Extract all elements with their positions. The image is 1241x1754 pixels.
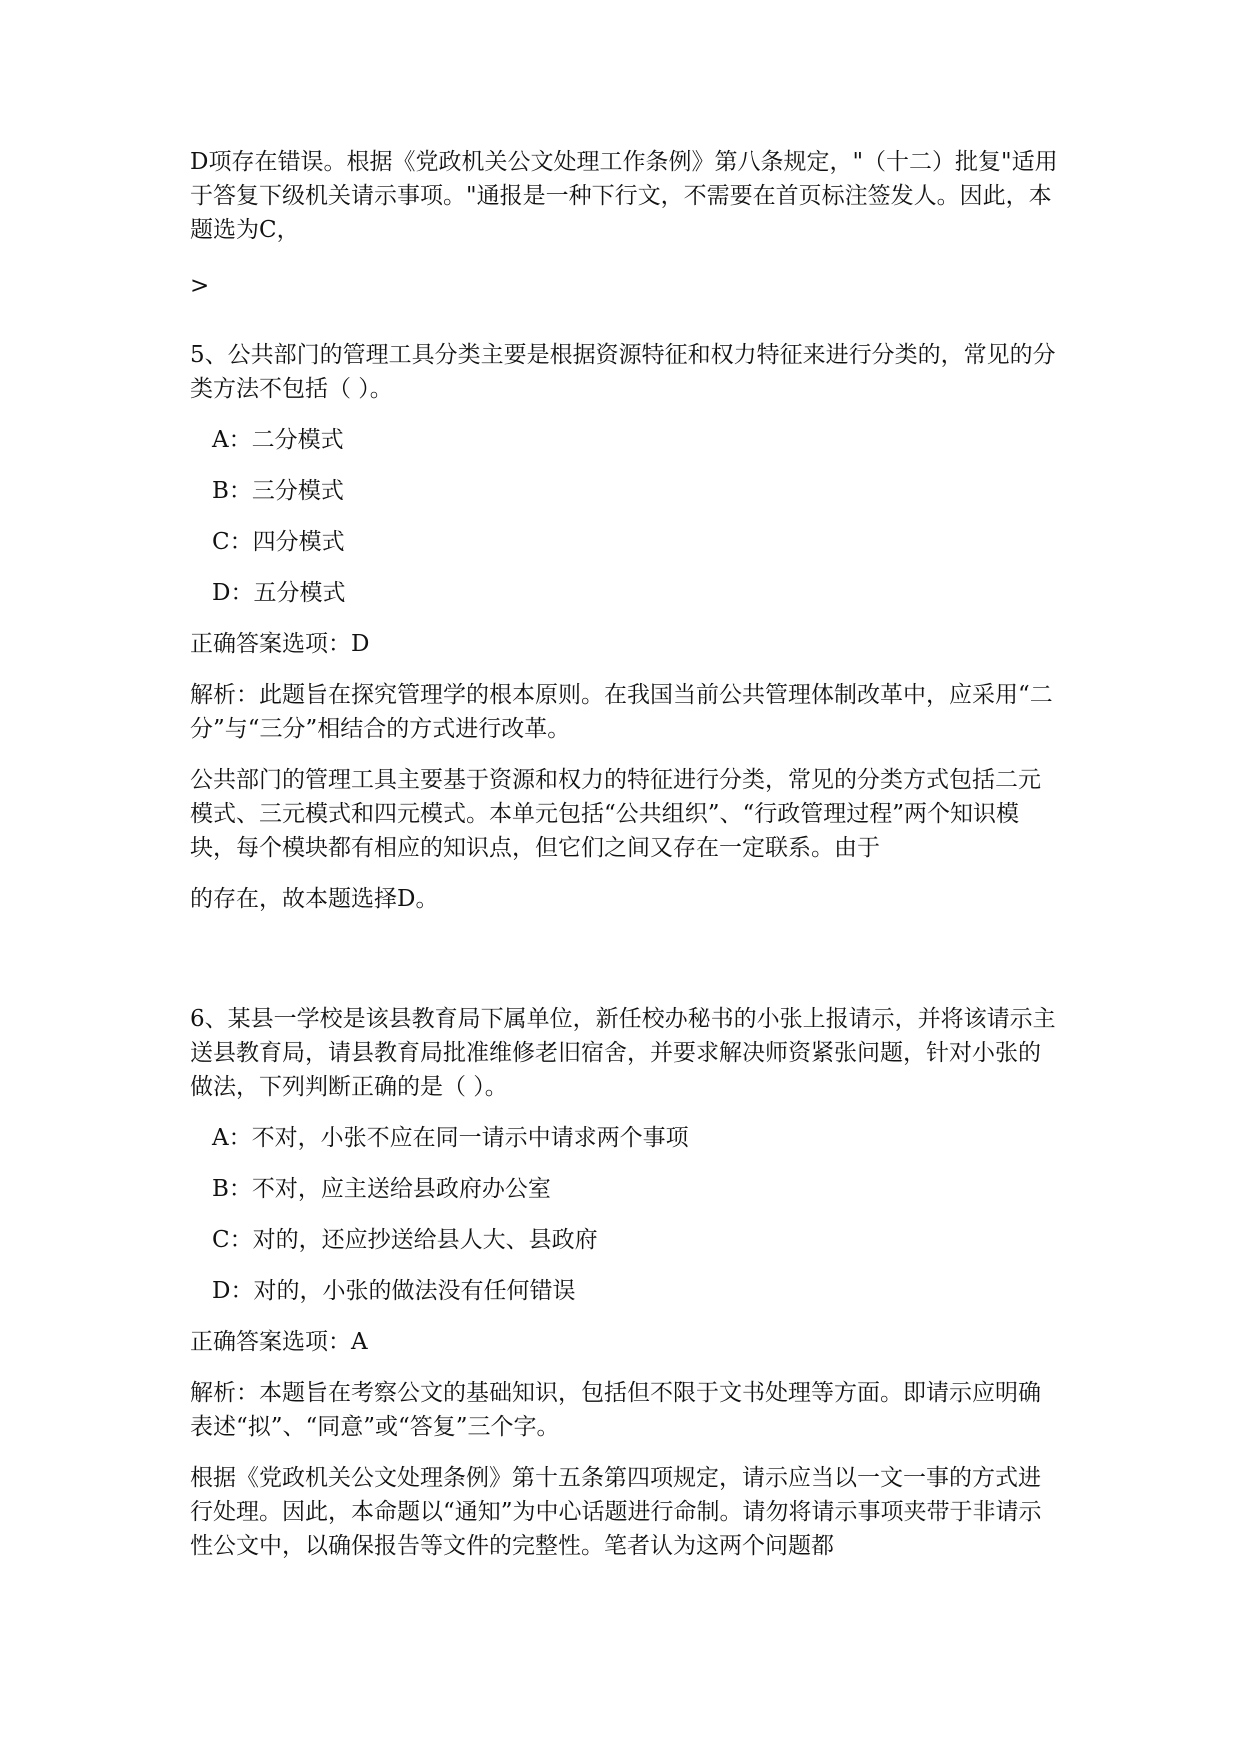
question-6-analysis: 解析：本题旨在考察公文的基础知识，包括但不限于文书处理等方面。即请示应明确表述“拟”、“同意”或“答复”三个字。 xyxy=(190,1380,1041,1440)
section-marker: > xyxy=(190,273,210,299)
previous-explanation: D项存在错误。根据《党政机关公文处理工作条例》第八条规定，"（十二）批复"适用于答复下级机关请示事项。"通报是一种下行文，不需要在首页标注签发人。因此，本题选为C， xyxy=(190,149,1058,243)
question-6-option-b: B：不对，应主送给县政府办公室 xyxy=(212,1176,551,1202)
question-5-explanation: 公共部门的管理工具主要基于资源和权力的特征进行分类，常见的分类方式包括二元模式、三元模式和四元模式。本单元包括“公共组织”、“行政管理过程”两个知识模块，每个模块都有相应的知识点，但它们之间又存在一定联系。由于 xyxy=(190,767,1041,861)
question-5-analysis: 解析：此题旨在探究管理学的根本原则。在我国当前公共管理体制改革中，应采用“二分”与“三分”相结合的方式进行改革。 xyxy=(190,682,1053,742)
question-6-text: 6、某县一学校是该县教育局下属单位，新任校办秘书的小张上报请示，并将该请示主送县教育局，请县教育局批准维修老旧宿舍，并要求解决师资紧张问题，针对小张的做法，下列判断正确的是（ ）。 xyxy=(190,1006,1056,1100)
question-6-answer: 正确答案选项：A xyxy=(190,1329,368,1355)
document-content xyxy=(190,145,1060,1580)
question-5-option-a: A：二分模式 xyxy=(212,427,344,453)
question-5-answer: 正确答案选项：D xyxy=(190,631,370,657)
question-5-text: 5、公共部门的管理工具分类主要是根据资源特征和权力特征来进行分类的，常见的分类方法不包括（ ）。 xyxy=(190,342,1056,402)
question-6-option-a: A：不对，小张不应在同一请示中请求两个事项 xyxy=(212,1125,689,1151)
question-5-option-d: D：五分模式 xyxy=(212,580,346,606)
question-6-explanation: 根据《党政机关公文处理条例》第十五条第四项规定，请示应当以一文一事的方式进行处理。因此，本命题以“通知”为中心话题进行命制。请勿将请示事项夹带于非请示性公文中，以确保报告等文件的完整性。笔者认为这两个问题都 xyxy=(190,1465,1042,1559)
question-6-option-d: D：对的，小张的做法没有任何错误 xyxy=(212,1278,576,1304)
question-6-option-c: C：对的，还应抄送给县人大、县政府 xyxy=(212,1227,598,1253)
question-5-option-c: C：四分模式 xyxy=(212,529,345,555)
question-5-conclusion: 的存在，故本题选择D。 xyxy=(190,886,439,912)
question-5-option-b: B：三分模式 xyxy=(212,478,344,504)
